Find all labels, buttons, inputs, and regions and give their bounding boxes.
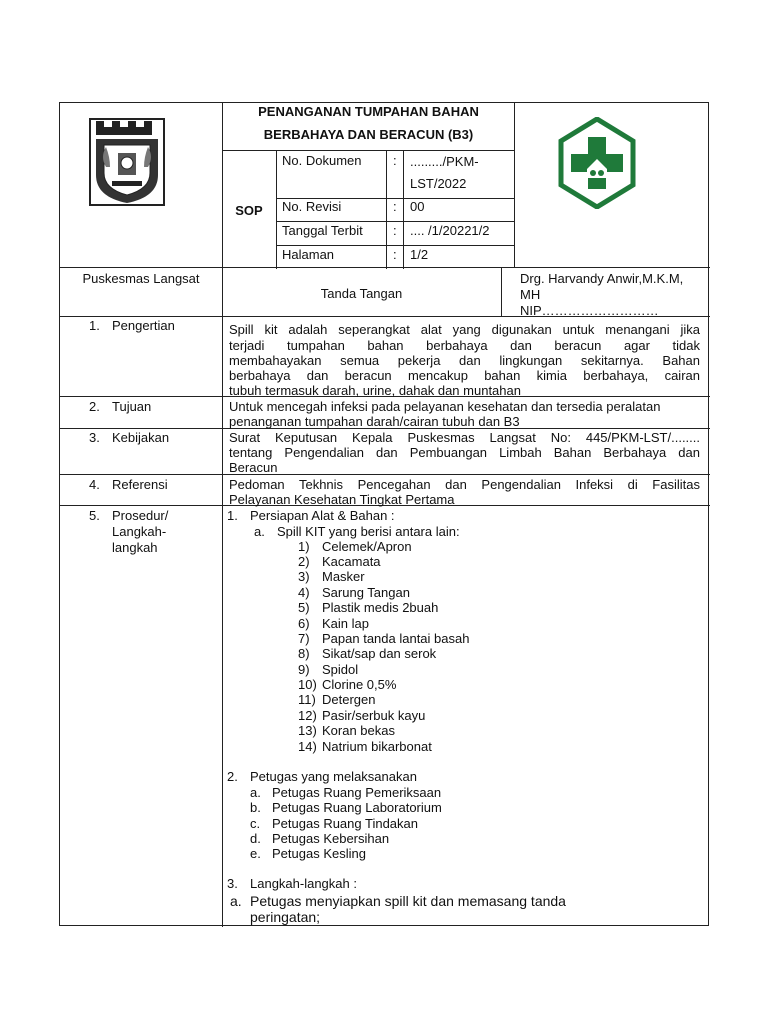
spill-kit-item: Sarung Tangan [322, 585, 410, 600]
meta-sep: : [393, 199, 397, 214]
spill-kit-item: Plastik medis 2buah [322, 600, 439, 615]
spill-kit-item: Spidol [322, 662, 359, 677]
spill-kit-item-number: 14) [298, 739, 317, 754]
spill-kit-item: Clorine 0,5% [322, 677, 397, 692]
step-title: Petugas yang melaksanakan [250, 769, 417, 784]
tujuan-line: Untuk mencegah infeksi pada pelayanan kesehatan dan tersedia peralatan [229, 399, 661, 414]
sop-label: SOP [235, 203, 263, 218]
officer-item: Petugas Ruang Tindakan [272, 816, 418, 831]
meta-label-no-dokumen: No. Dokumen [282, 153, 362, 168]
spill-kit-item: Masker [322, 569, 365, 584]
section-number: 5. [89, 508, 100, 523]
spill-kit-item: Kacamata [322, 554, 381, 569]
langkah-item-cont: peringatan; [250, 909, 321, 925]
signature-label: Tanda Tangan [320, 286, 403, 301]
officer-letter: c. [250, 816, 261, 831]
spill-kit-item: Koran bekas [322, 723, 395, 738]
langkah-letter: a. [230, 893, 242, 909]
section-number: 1. [89, 318, 100, 333]
officer-letter: a. [250, 785, 261, 800]
puskesmas-cross-logo-icon [557, 117, 637, 212]
section-label-prosedur-cont: langkah [112, 540, 158, 555]
section-label-prosedur-cont: Langkah- [112, 524, 167, 539]
spill-kit-item-number: 1) [298, 539, 310, 554]
step-title: Persiapan Alat & Bahan : [250, 508, 395, 523]
meta-value-no-dokumen: ........./PKM- [410, 154, 479, 169]
kebijakan-line: tentang Pengendalian dan Pembuangan Limbah Bahan Berbahaya dan [229, 445, 700, 460]
spill-kit-item-number: 10) [298, 677, 317, 692]
pengertian-line: Spill kit adalah seperangkat alat yang digunakan untuk menangani jika [229, 322, 700, 337]
pengertian-line: tubuh termasuk darah, urine, dahak dan muntahan [229, 383, 521, 398]
sub-title: Spill KIT yang berisi antara lain: [277, 524, 460, 539]
spill-kit-item-number: 2) [298, 554, 310, 569]
spill-kit-item-number: 6) [298, 616, 310, 631]
spill-kit-item-number: 12) [298, 708, 317, 723]
section-number: 3. [89, 430, 100, 445]
meta-value-no-dokumen-cont: LST/2022 [410, 176, 467, 191]
pengertian-line: terjadi tumpahan bahan berbahaya dan beracun agar tidak [229, 338, 700, 353]
sop-table [59, 102, 709, 926]
meta-sep: : [393, 223, 397, 238]
spill-kit-item: Kain lap [322, 616, 369, 631]
referensi-line: Pelayanan Kesehatan Tingkat Pertama [229, 492, 455, 507]
spill-kit-item-number: 4) [298, 585, 310, 600]
spill-kit-item-number: 5) [298, 600, 310, 615]
officer-letter: d. [250, 831, 261, 846]
spill-kit-item-number: 9) [298, 662, 310, 677]
section-label-prosedur: Prosedur/ [112, 508, 169, 523]
step-number: 1. [227, 508, 238, 523]
tujuan-line: penanganan tumpahan darah/cairan tubuh dan B3 [229, 414, 520, 429]
meta-value-tanggal-terbit: .... /1/20221/2 [410, 223, 490, 238]
officer-item: Petugas Ruang Pemeriksaan [272, 785, 442, 800]
meta-sep: : [393, 153, 397, 168]
officer-item: Petugas Kebersihan [272, 831, 390, 846]
city-emblem-icon [84, 115, 170, 216]
kebijakan-line: Surat Keputusan Kepala Puskesmas Langsat No: 445/PKM-LST/........ [229, 430, 700, 445]
document-title-line1: PENANGANAN TUMPAHAN BAHAN [258, 104, 479, 119]
section-number: 4. [89, 477, 100, 492]
officer-item: Petugas Kesling [272, 846, 366, 861]
section-label-kebijakan: Kebijakan [112, 430, 170, 445]
official-nip: NIP……………………… [520, 303, 659, 318]
institution-name: Puskesmas Langsat [82, 271, 200, 286]
spill-kit-item-number: 13) [298, 723, 317, 738]
meta-value-halaman: 1/2 [410, 247, 429, 262]
step-number: 2. [227, 769, 238, 784]
spill-kit-item: Detergen [322, 692, 376, 707]
spill-kit-item: Sikat/sap dan serok [322, 646, 437, 661]
step-title: Langkah-langkah : [250, 876, 357, 891]
spill-kit-item-number: 11) [298, 692, 316, 707]
meta-value-no-revisi: 00 [410, 199, 425, 214]
spill-kit-item-number: 7) [298, 631, 310, 646]
spill-kit-item: Celemek/Apron [322, 539, 412, 554]
spill-kit-item: Papan tanda lantai basah [322, 631, 470, 646]
officer-letter: e. [250, 846, 261, 861]
officer-item: Petugas Ruang Laboratorium [272, 800, 442, 815]
pengertian-line: berbahaya dan beracun mencakup bahan kimia berbahaya, cairan [229, 368, 700, 383]
meta-label-no-revisi: No. Revisi [282, 199, 342, 214]
section-label-referensi: Referensi [112, 477, 168, 492]
spill-kit-item-number: 3) [298, 569, 310, 584]
pengertian-line: membahayakan semua pekerja dan lingkungan sekitarnya. Bahan [229, 353, 700, 368]
meta-sep: : [393, 247, 397, 262]
sub-letter: a. [254, 524, 265, 539]
meta-label-halaman: Halaman [282, 247, 335, 262]
officer-letter: b. [250, 800, 261, 815]
kebijakan-line: Beracun [229, 460, 278, 475]
official-name-cont: MH [520, 287, 541, 302]
spill-kit-item: Natrium bikarbonat [322, 739, 432, 754]
step-number: 3. [227, 876, 238, 891]
section-label-tujuan: Tujuan [112, 399, 152, 414]
section-label-pengertian: Pengertian [112, 318, 175, 333]
meta-label-tanggal-terbit: Tanggal Terbit [282, 223, 363, 238]
langkah-item: Petugas menyiapkan spill kit dan memasang tanda [250, 893, 566, 909]
official-name: Drg. Harvandy Anwir,M.K.M, [520, 271, 684, 286]
spill-kit-item: Pasir/serbuk kayu [322, 708, 426, 723]
referensi-line: Pedoman Tekhnis Pencegahan dan Pengendalian Infeksi di Fasilitas [229, 477, 700, 492]
spill-kit-item-number: 8) [298, 646, 310, 661]
document-title-line2: BERBAHAYA DAN BERACUN (B3) [263, 127, 474, 142]
section-number: 2. [89, 399, 100, 414]
